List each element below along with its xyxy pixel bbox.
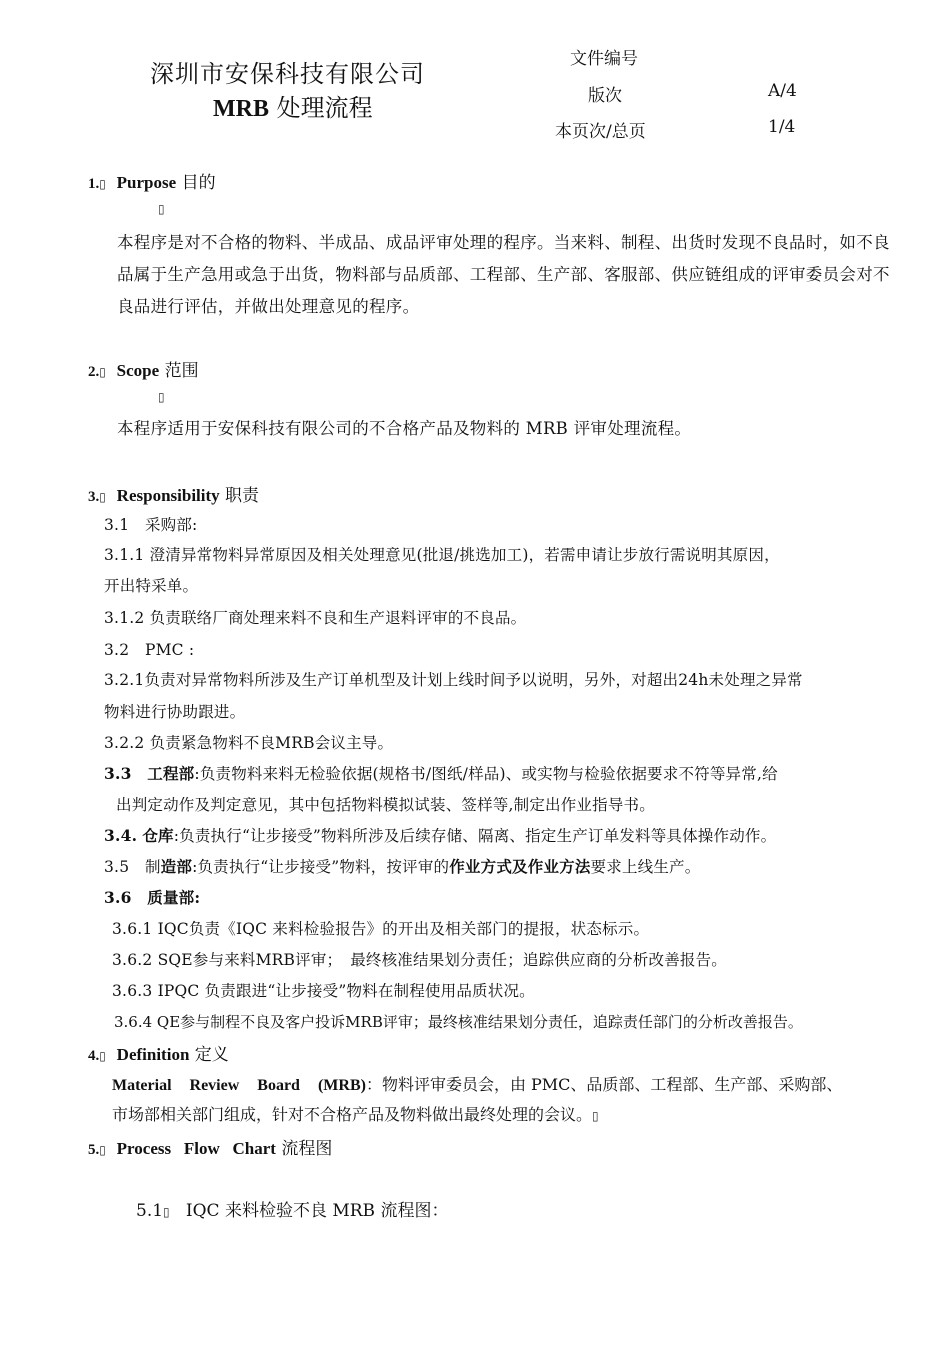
resp-3-6-4: 3.6.4 QE参与制程不良及客户投诉MRB评审；最终核准结果划分责任，追踪责任部门的分析改善报告。 — [114, 1013, 803, 1031]
section-purpose-heading — [88, 168, 216, 193]
resp-3-1-1a: 3.1.1 澄清异常物料异常原因及相关处理意见(批退/挑选加工)，若需申请让步放行需说明其原因， — [104, 546, 780, 564]
section-scope-heading — [88, 356, 199, 381]
box-glyph-icon: ▯ — [99, 365, 106, 379]
resp-3-3a — [104, 762, 778, 784]
box-glyph-icon: ▯ — [99, 1049, 106, 1063]
definition-line-b — [112, 1102, 599, 1125]
resp-3-5-emphasis: 作业方式及作业方法 — [449, 857, 591, 876]
resp-3-6-1: 3.6.1 IQC负责《IQC 来料检验报告》的开出及相关部门的提报，状态标示。 — [112, 920, 650, 938]
section-title-zh: 流程图 — [275, 1139, 333, 1159]
resp-3-2: 3.2 PMC : — [104, 641, 195, 659]
resp-3-2-1a: 3.2.1负责对异常物料所涉及生产订单机型及计划上线时间予以说明，另外，对超出24h未处理之异常 — [104, 671, 803, 689]
resp-3-6: 3.6 质量部: — [104, 888, 201, 907]
section-number: 2. — [88, 364, 100, 380]
box-glyph-icon: ▯ — [99, 490, 106, 504]
box-glyph-icon: ▯ — [163, 1205, 170, 1219]
version-value: A/4 — [768, 81, 797, 101]
resp-3-4-lead: 3.4. — [104, 826, 138, 845]
title-en: MRB — [213, 96, 269, 122]
definition-line-a — [112, 1072, 842, 1095]
resp-3-1-2: 3.1.2 负责联络厂商处理来料不良和生产退料评审的不良品。 — [104, 609, 527, 627]
box-glyph-icon: ▯ — [99, 177, 106, 191]
page-label: 本页次/总页 — [555, 122, 646, 142]
resp-3-3-text: :负责物料来料无检验依据(规格书/图纸/样品)、或实物与检验依据要求不符等异常,给 — [194, 765, 778, 783]
company-name: 深圳市安保科技有限公司 — [150, 60, 425, 88]
section-title-zh: 定义 — [189, 1045, 229, 1065]
resp-3-1: 3.1 采购部: — [104, 516, 198, 534]
purpose-text: 本程序是对不合格的物料、半成品、成品评审处理的程序。当来料、制程、出货时发现不良品时，如不良品属于生产急用或急于出货，物料部与品质部、工程部、生产部、客服部、供应链组成的评审委员会对不良品进行评估，并做出处理意见的程序。 — [117, 233, 890, 316]
section-title-en: Scope — [116, 361, 160, 380]
dept-engineering: 工程部 — [147, 764, 195, 783]
resp-3-6-2: 3.6.2 SQE参与来料MRB评审； 最终核准结果划分责任；追踪供应商的分析改善报告。 — [112, 951, 727, 969]
section-title-zh: 职责 — [219, 486, 260, 506]
resp-3-6-3: 3.6.3 IPQC 负责跟进“让步接受”物料在制程使用品质状况。 — [112, 982, 535, 1000]
box-glyph-icon: ▯ — [158, 202, 165, 216]
doc-no-label: 文件编号 — [570, 49, 638, 69]
resp-3-4 — [104, 824, 776, 846]
box-glyph-icon: ▯ — [592, 1109, 599, 1123]
section-title-en: Responsibility — [116, 486, 220, 505]
section-process-heading — [88, 1134, 332, 1159]
dept-manufacturing: 造部 — [160, 857, 193, 876]
subsection-number: 5.1 — [136, 1201, 164, 1221]
section-number: 1. — [88, 176, 100, 192]
resp-3-5-lead: 3.5 制 — [104, 858, 161, 876]
definition-term: Material Review Board (MRB) — [112, 1077, 366, 1094]
section-title-zh: 范围 — [159, 361, 199, 381]
dept-warehouse: 仓库 — [142, 826, 174, 845]
resp-3-2-2: 3.2.2 负责紧急物料不良MRB会议主导。 — [104, 734, 394, 752]
document-title — [213, 88, 373, 123]
section-title-zh: 目的 — [176, 173, 216, 193]
section-title-en: Process Flow Chart — [116, 1139, 276, 1158]
resp-3-1-1b: 开出特采单。 — [104, 577, 199, 595]
resp-3-5-text-a: :负责执行“让步接受”物料，按评审的 — [192, 858, 450, 876]
version-label: 版次 — [588, 86, 622, 106]
subsection-title: IQC 来料检验不良 MRB 流程图： — [185, 1201, 449, 1221]
section-number: 3. — [88, 489, 100, 505]
resp-3-3-lead: 3.3 — [104, 764, 148, 783]
section-definition-heading — [88, 1040, 229, 1065]
resp-3-2-1b: 物料进行协助跟进。 — [104, 703, 246, 721]
process-subsection — [136, 1196, 448, 1221]
title-zh: 处理流程 — [269, 94, 373, 122]
definition-text-b: 市场部相关部门组成，针对不合格产品及物料做出最终处理的会议。 — [112, 1105, 593, 1124]
resp-3-3b: 出判定动作及判定意见，其中包括物料模拟试装、签样等,制定出作业指导书。 — [116, 796, 655, 814]
resp-3-4-text: :负责执行“让步接受”物料所涉及后续存储、隔离、指定生产订单发料等具体操作动作。 — [173, 827, 777, 845]
section-number: 4. — [88, 1048, 100, 1064]
section-number: 5. — [88, 1142, 100, 1158]
resp-3-5-text-b: 要求上线生产。 — [590, 858, 701, 876]
section-responsibility-heading — [88, 481, 259, 506]
section-title-en: Purpose — [116, 173, 177, 192]
scope-text: 本程序适用于安保科技有限公司的不合格产品及物料的 MRB 评审处理流程。 — [117, 419, 692, 438]
section-title-en: Definition — [116, 1045, 190, 1064]
page-value: 1/4 — [768, 117, 796, 137]
box-glyph-icon: ▯ — [99, 1143, 106, 1157]
definition-text-a: ：物料评审委员会，由 PMC、品质部、工程部、生产部、采购部、 — [365, 1075, 843, 1094]
box-glyph-icon: ▯ — [158, 390, 165, 404]
resp-3-5 — [104, 855, 700, 877]
